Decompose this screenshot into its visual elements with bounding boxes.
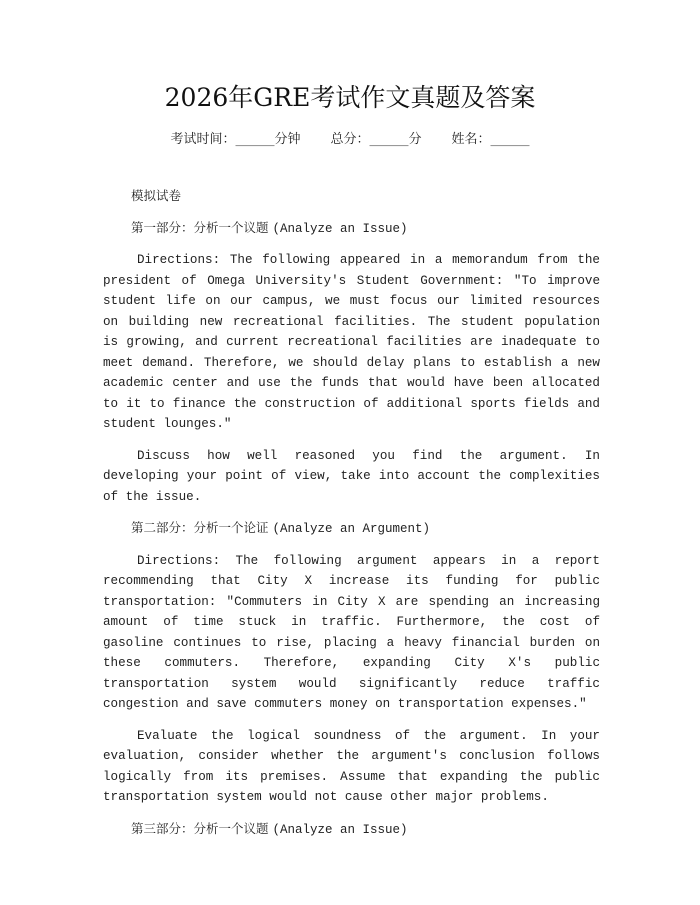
- section-heading-1-cn: 第一部分：分析一个议题: [131, 219, 269, 235]
- section-2-instructions: Evaluate the logical soundness of the argument. In your evaluation, consider whether the argument's conclusion follows logically from its premises. Assume that expanding the public transportation system would not cause other major problems.: [103, 728, 600, 804]
- section-heading-1-en: (Analyze an Issue): [272, 221, 408, 236]
- section-1-directions: Directions: The following appeared in a memorandum from the president of Omega University's Student Government: "To improve student life on our campus, we must focus our limited resources on building new recreational facilities. The student population is growing, and current recreational facilities are inadequate to meet demand. Therefore, we should delay plans to establish a new academic center and use the funds that would have been allocated to it to finance the construction of additional sports fields and student lounges.": [103, 253, 600, 431]
- section-heading-3: [103, 819, 600, 841]
- section-heading-1: [103, 218, 600, 240]
- paper-label: 模拟试卷: [131, 188, 182, 203]
- section-heading-3-en: (Analyze an Issue): [272, 822, 408, 837]
- document-body: [103, 186, 600, 851]
- section-heading-2: [103, 518, 600, 540]
- section-heading-2-cn: 第二部分：分析一个论证: [131, 520, 269, 535]
- section-1-instructions: Discuss how well reasoned you find the argument. In developing your point of view, take into account the complexities of the issue.: [103, 448, 600, 504]
- total-score-field: 总分：______分: [330, 132, 422, 147]
- name-field: 姓名：______: [451, 132, 530, 147]
- exam-info-line: [0, 130, 700, 150]
- section-2-directions: Directions: The following argument appears in a report recommending that City X increase its funding for public transportation: "Commuters in City X are spending an increasing amount of time stuck in traffic. Furthermore, the cost of gasoline continues to rise, placing a heavy financial burden on these commuters. Therefore, expanding City X's public transportation system would significantly reduce traffic congestion and save commuters money on transportation expenses.": [103, 553, 600, 711]
- section-heading-3-cn: 第三部分：分析一个议题: [131, 820, 269, 836]
- exam-time-field: 考试时间：______分钟: [170, 132, 301, 147]
- document-title: 2026年GRE考试作文真题及答案: [164, 83, 536, 112]
- section-heading-2-en: (Analyze an Argument): [272, 522, 431, 536]
